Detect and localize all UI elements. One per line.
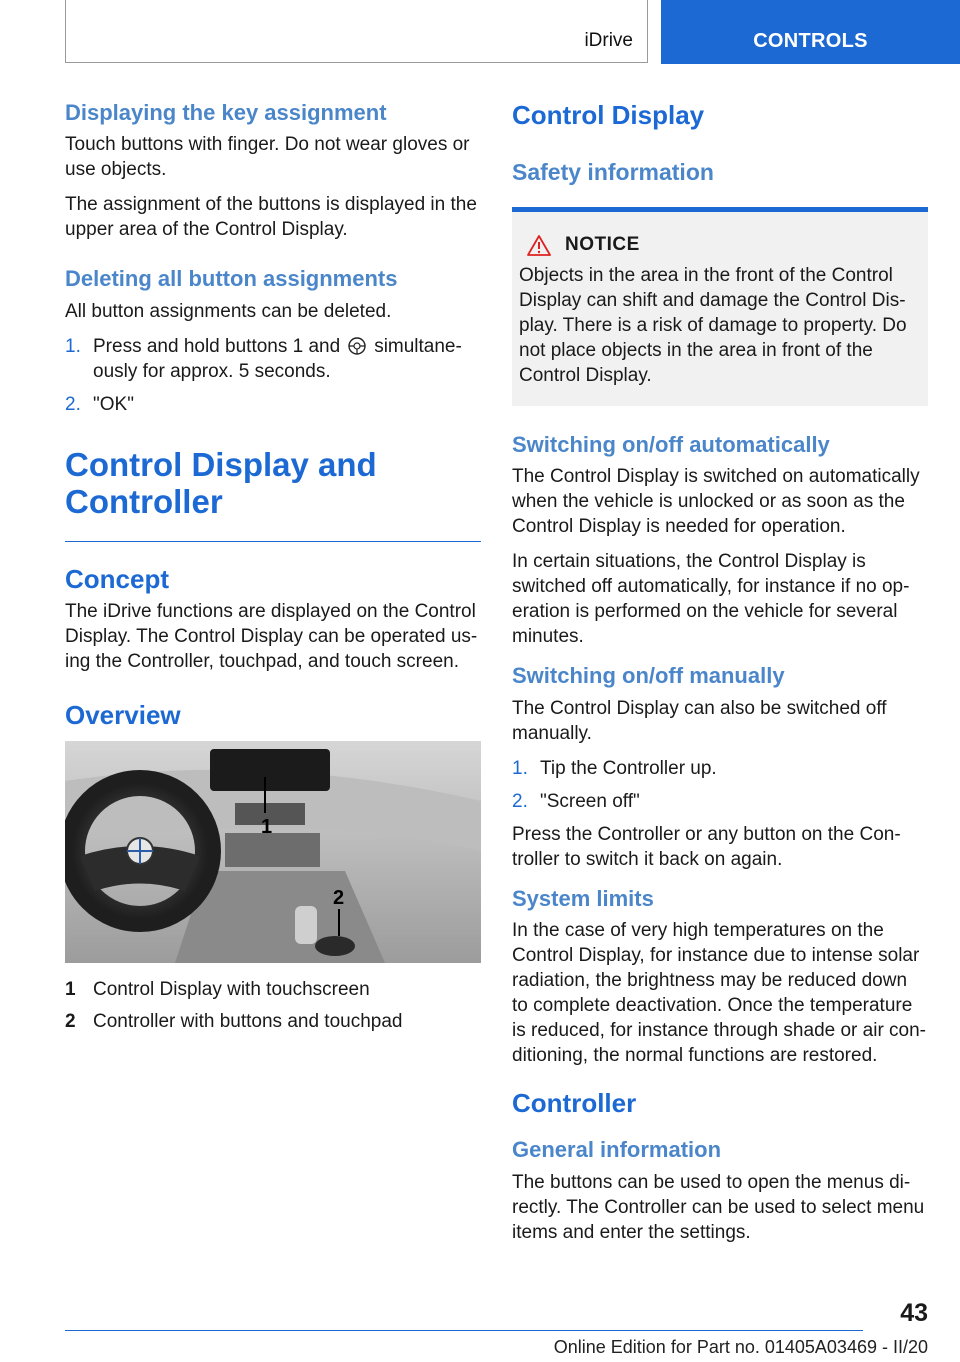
notice-text: Objects in the area in the front of the Control Display can shift and damage the Control Dis-play. There is a risk of damage to property. Do not place objects in the area in front of the Control Display. bbox=[519, 264, 907, 386]
list-item: 1. Tip the Controller up. bbox=[512, 757, 717, 779]
list-item: 2. "Screen off" bbox=[512, 790, 640, 812]
step-number: 1. bbox=[65, 335, 81, 357]
page-number: 43 bbox=[900, 1299, 928, 1327]
step-text-before: Press and hold buttons 1 and bbox=[93, 335, 341, 357]
notice-box bbox=[512, 207, 928, 406]
header-section-box bbox=[65, 0, 648, 63]
paragraph: The buttons can be used to open the menus di-rectly. The Controller can be used to select menu items and enter the settings. bbox=[512, 1171, 925, 1243]
right-column bbox=[512, 100, 928, 1255]
heading-key-assignment: Displaying the key assignment bbox=[65, 100, 387, 125]
step-number: 2. bbox=[65, 393, 81, 415]
list-item bbox=[65, 392, 481, 417]
heading-overview: Overview bbox=[65, 699, 181, 730]
warning-icon bbox=[527, 234, 551, 256]
heading-controller: Controller bbox=[512, 1087, 637, 1118]
photo-label-1: 1 bbox=[261, 816, 273, 839]
heading-general-information: General information bbox=[512, 1137, 722, 1163]
header-chapter-tab[interactable]: CONTROLS bbox=[661, 0, 960, 64]
divider bbox=[65, 541, 481, 542]
photo-label-2: 2 bbox=[333, 887, 345, 910]
paragraph: The Control Display is switched on automatically when the vehicle is unlocked or as soon as the Control Display is needed for operation. bbox=[512, 466, 920, 538]
paragraph: The Control Display can also be switched off manually. bbox=[512, 697, 887, 744]
heading-control-display: Control Display bbox=[512, 100, 705, 130]
cockpit-illustration bbox=[65, 741, 481, 963]
heading-control-display-and-controller: Control Display and Controller bbox=[65, 445, 377, 520]
left-column bbox=[65, 100, 481, 1041]
step-text-after: simultane-ously for approx. 5 seconds. bbox=[93, 335, 462, 382]
footer-edition: Online Edition for Part no. 01405A03469 - II/20 bbox=[553, 1337, 928, 1357]
paragraph: In certain situations, the Control Display is switched off automatically, for instance if no op-eration is performed on the vehicle for several minutes. bbox=[512, 551, 910, 648]
manual-steps-list bbox=[512, 756, 928, 814]
paragraph: Press the Controller or any button on the Con-troller to switch it back on again. bbox=[512, 823, 901, 870]
paragraph: Touch buttons with finger. Do not wear gloves or use objects. bbox=[65, 134, 470, 181]
heading-system-limits: System limits bbox=[512, 885, 654, 911]
cockpit-photo bbox=[65, 741, 481, 963]
paragraph: In the case of very high temperatures on the Control Display, for instance due to intense solar radiation, the brightness may be reduced down to complete deactivation. Once the temperature is reduced, for instance through shade or air con-ditioning, the normal functions are restored. bbox=[512, 919, 927, 1066]
footer-divider bbox=[65, 1330, 863, 1331]
heading-deleting-assignments: Deleting all button assignments bbox=[65, 266, 398, 292]
legend-item: 1 Control Display with touchscreen bbox=[65, 979, 370, 1001]
paragraph: All button assignments can be deleted. bbox=[65, 300, 392, 322]
paragraph: The iDrive functions are displayed on the Control Display. The Control Display can be operated us-ing the Controller, touchpad, and touch screen. bbox=[65, 600, 478, 672]
paragraph: The assignment of the buttons is displayed in the upper area of the Control Display. bbox=[65, 194, 477, 241]
list-item bbox=[65, 334, 481, 384]
step-text: "OK" bbox=[93, 393, 134, 415]
header-section-title: iDrive bbox=[584, 30, 633, 51]
heading-switching-automatically: Switching on/off automatically bbox=[512, 431, 830, 457]
notice-title: NOTICE bbox=[565, 233, 640, 255]
heading-safety-information: Safety information bbox=[512, 159, 714, 186]
heading-switching-manually: Switching on/off manually bbox=[512, 663, 785, 689]
heading-concept: Concept bbox=[65, 563, 169, 594]
steering-wheel-button-icon bbox=[346, 336, 368, 356]
photo-legend bbox=[65, 977, 481, 1034]
legend-item: 2 Controller with buttons and touchpad bbox=[65, 1011, 403, 1033]
delete-steps-list bbox=[65, 334, 481, 417]
